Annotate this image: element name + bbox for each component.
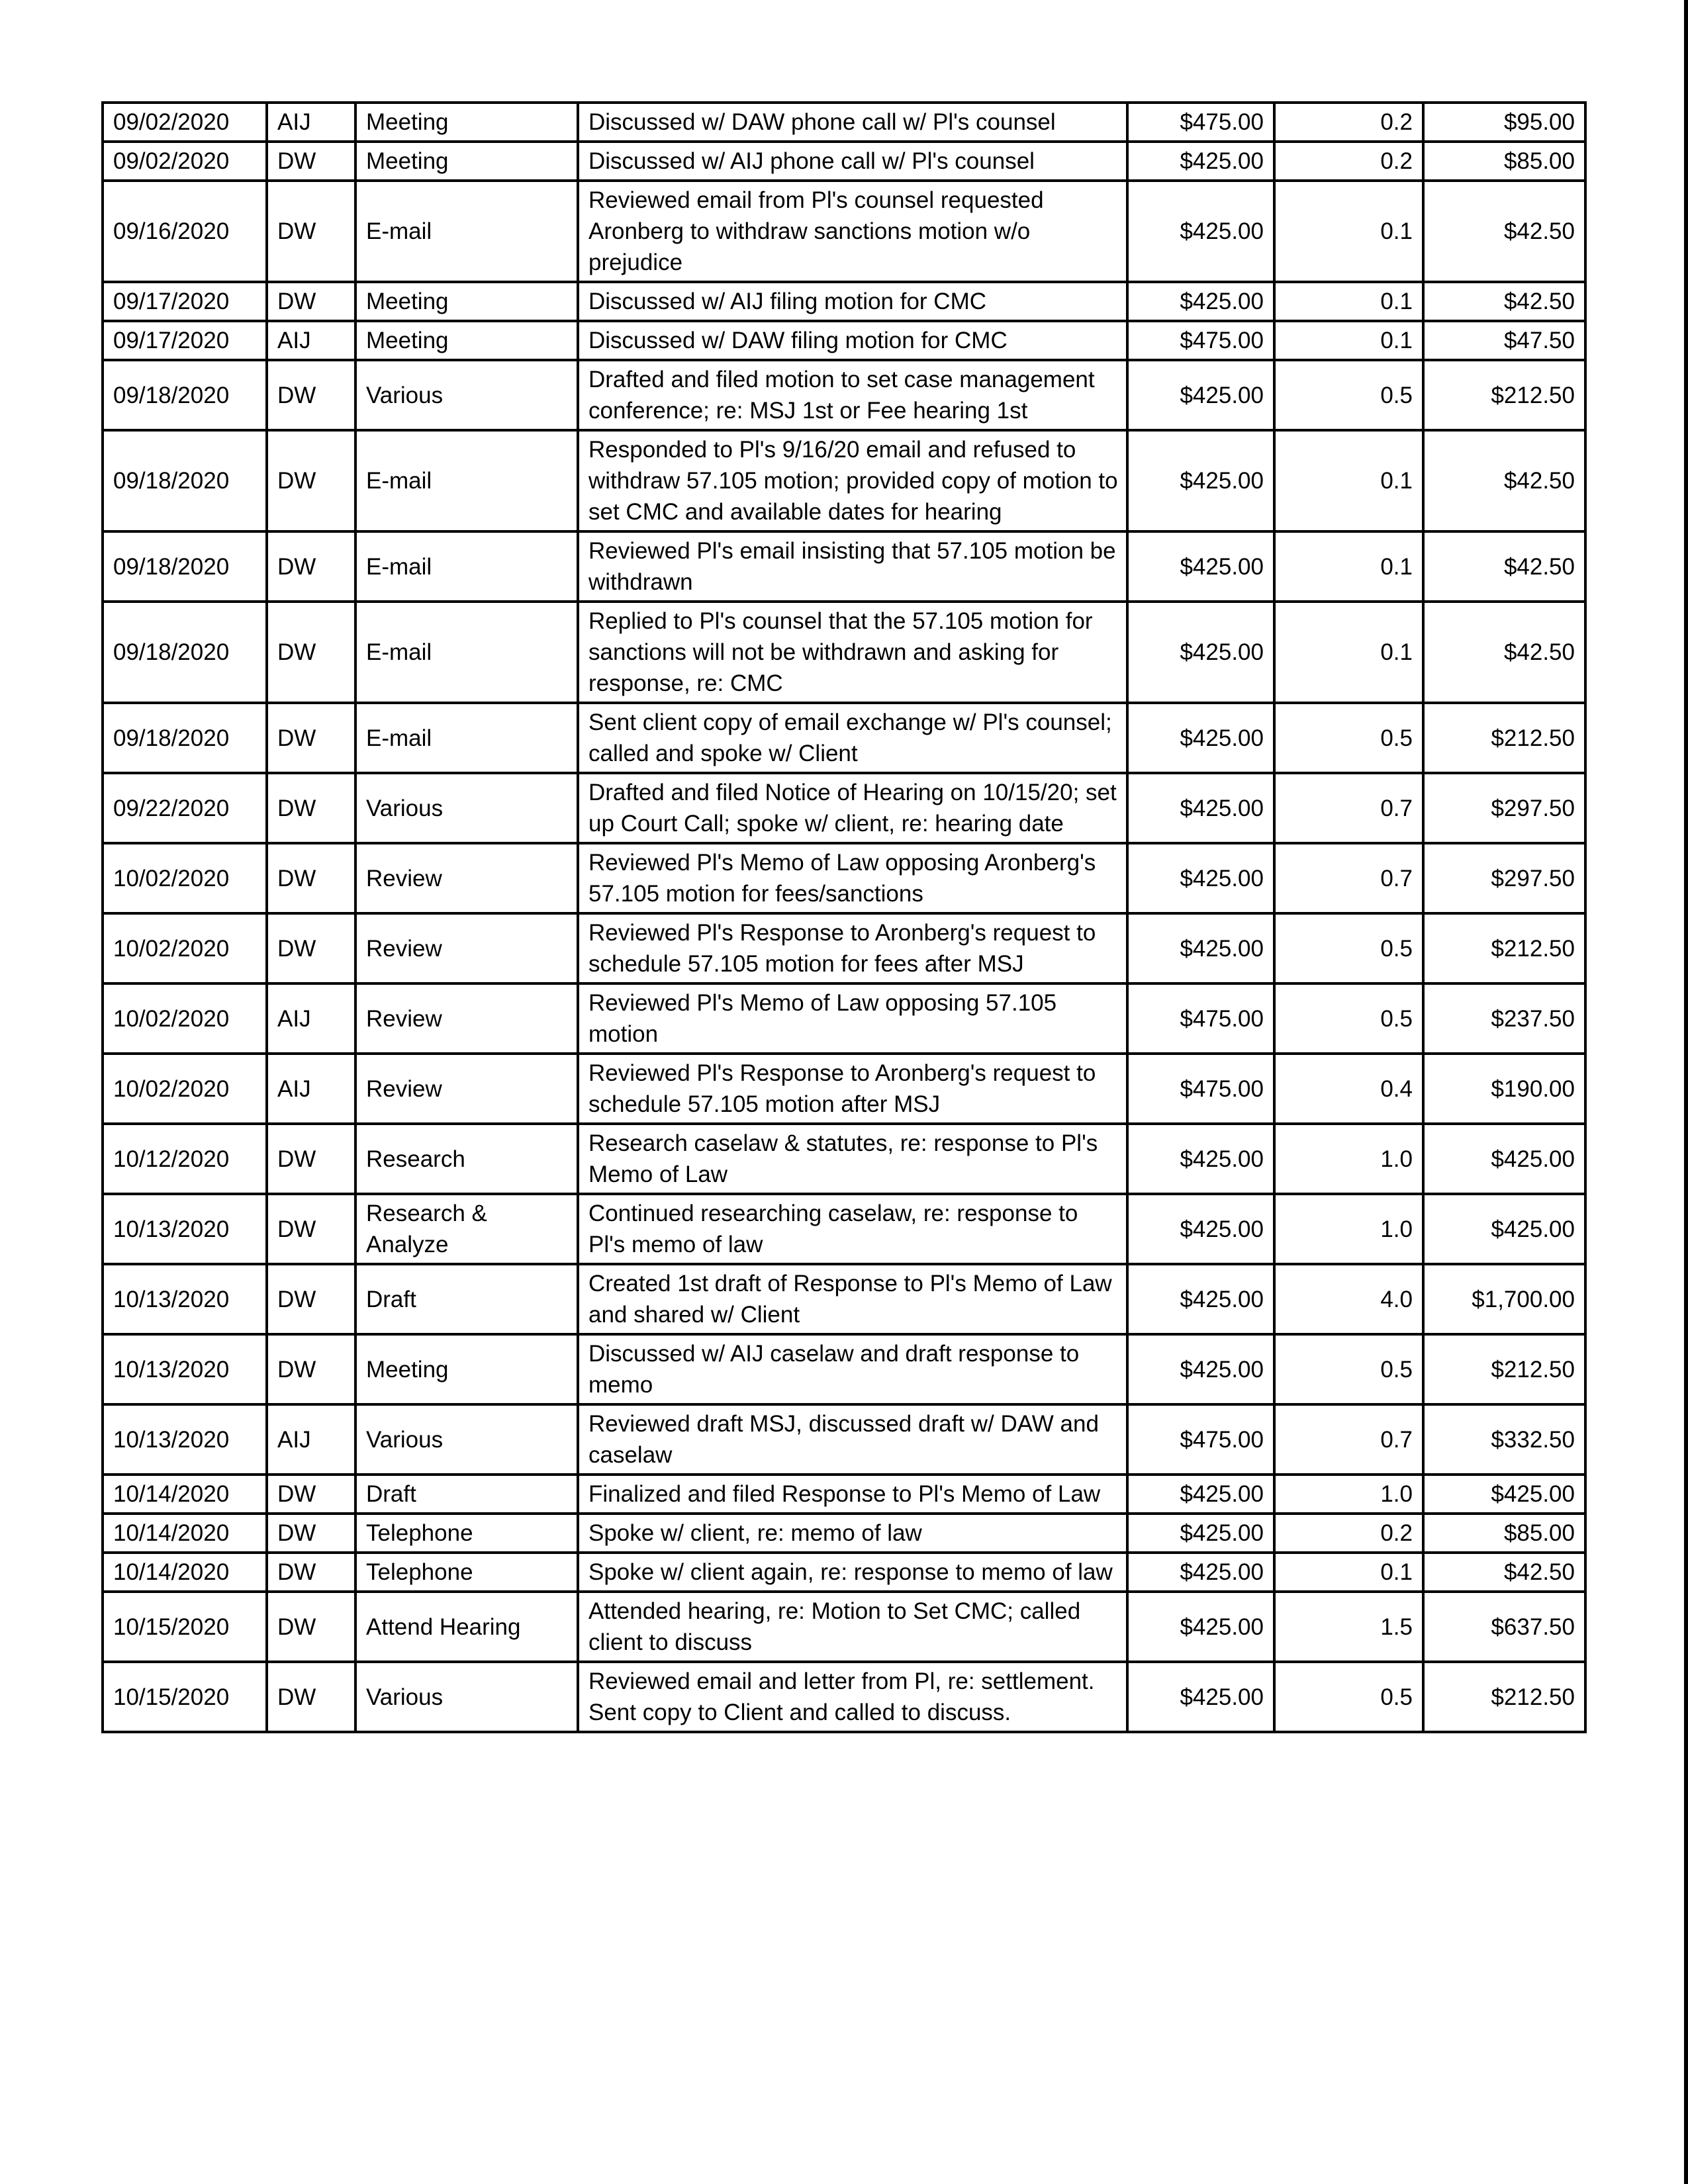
entry-date: 10/15/2020 bbox=[103, 1592, 267, 1662]
entry-rate: $425.00 bbox=[1127, 843, 1274, 913]
entry-type: Draft bbox=[355, 1264, 578, 1334]
entry-attorney: DW bbox=[267, 1194, 355, 1264]
table-row bbox=[103, 1124, 1585, 1194]
entry-description: Finalized and filed Response to Pl's Memo of Law bbox=[578, 1475, 1127, 1514]
entry-attorney: DW bbox=[267, 843, 355, 913]
entry-rate: $425.00 bbox=[1127, 1334, 1274, 1404]
entry-date: 10/02/2020 bbox=[103, 1054, 267, 1124]
entry-rate: $475.00 bbox=[1127, 103, 1274, 142]
entry-amount: $425.00 bbox=[1423, 1194, 1585, 1264]
entry-description: Attended hearing, re: Motion to Set CMC; called client to discuss bbox=[578, 1592, 1127, 1662]
entry-amount: $47.50 bbox=[1423, 321, 1585, 360]
page-edge-divider bbox=[1684, 0, 1688, 2184]
table-row bbox=[103, 181, 1585, 282]
entry-hours: 0.5 bbox=[1274, 1662, 1423, 1732]
entry-date: 10/14/2020 bbox=[103, 1475, 267, 1514]
table-row bbox=[103, 1592, 1585, 1662]
entry-rate: $425.00 bbox=[1127, 1662, 1274, 1732]
table-row bbox=[103, 1264, 1585, 1334]
entry-date: 10/02/2020 bbox=[103, 843, 267, 913]
entry-rate: $425.00 bbox=[1127, 1553, 1274, 1592]
entry-amount: $95.00 bbox=[1423, 103, 1585, 142]
table-row bbox=[103, 1334, 1585, 1404]
entry-description: Discussed w/ AIJ caselaw and draft response to memo bbox=[578, 1334, 1127, 1404]
entry-hours: 0.1 bbox=[1274, 1553, 1423, 1592]
entry-date: 09/18/2020 bbox=[103, 703, 267, 773]
table-row bbox=[103, 913, 1585, 983]
table-row bbox=[103, 103, 1585, 142]
entry-date: 10/13/2020 bbox=[103, 1194, 267, 1264]
billing-table-body bbox=[103, 103, 1585, 1732]
entry-hours: 0.1 bbox=[1274, 282, 1423, 321]
entry-type: Various bbox=[355, 1404, 578, 1475]
entry-amount: $237.50 bbox=[1423, 983, 1585, 1054]
table-row bbox=[103, 1054, 1585, 1124]
entry-type: Review bbox=[355, 1054, 578, 1124]
entry-type: Telephone bbox=[355, 1553, 578, 1592]
entry-description: Spoke w/ client again, re: response to memo of law bbox=[578, 1553, 1127, 1592]
entry-rate: $425.00 bbox=[1127, 1475, 1274, 1514]
entry-description: Discussed w/ DAW filing motion for CMC bbox=[578, 321, 1127, 360]
table-row bbox=[103, 1404, 1585, 1475]
entry-amount: $637.50 bbox=[1423, 1592, 1585, 1662]
entry-rate: $425.00 bbox=[1127, 360, 1274, 430]
table-row bbox=[103, 1475, 1585, 1514]
table-row bbox=[103, 773, 1585, 843]
entry-rate: $425.00 bbox=[1127, 773, 1274, 843]
entry-date: 09/18/2020 bbox=[103, 360, 267, 430]
entry-hours: 1.0 bbox=[1274, 1475, 1423, 1514]
entry-attorney: DW bbox=[267, 602, 355, 703]
entry-type: E-mail bbox=[355, 703, 578, 773]
entry-description: Discussed w/ AIJ filing motion for CMC bbox=[578, 282, 1127, 321]
entry-date: 09/17/2020 bbox=[103, 321, 267, 360]
entry-hours: 0.5 bbox=[1274, 703, 1423, 773]
table-row bbox=[103, 360, 1585, 430]
entry-attorney: DW bbox=[267, 913, 355, 983]
entry-hours: 0.4 bbox=[1274, 1054, 1423, 1124]
entry-description: Spoke w/ client, re: memo of law bbox=[578, 1514, 1127, 1553]
entry-attorney: AIJ bbox=[267, 1054, 355, 1124]
entry-attorney: DW bbox=[267, 1592, 355, 1662]
entry-description: Reviewed Pl's Response to Aronberg's request to schedule 57.105 motion for fees after MSJ bbox=[578, 913, 1127, 983]
entry-hours: 0.1 bbox=[1274, 602, 1423, 703]
entry-type: E-mail bbox=[355, 430, 578, 531]
entry-amount: $297.50 bbox=[1423, 843, 1585, 913]
entry-hours: 0.7 bbox=[1274, 773, 1423, 843]
entry-type: Meeting bbox=[355, 142, 578, 181]
entry-description: Discussed w/ DAW phone call w/ Pl's counsel bbox=[578, 103, 1127, 142]
entry-description: Reviewed Pl's email insisting that 57.105 motion be withdrawn bbox=[578, 531, 1127, 602]
entry-attorney: DW bbox=[267, 1475, 355, 1514]
entry-description: Replied to Pl's counsel that the 57.105 motion for sanctions will not be withdrawn and asking for response, re: CMC bbox=[578, 602, 1127, 703]
entry-hours: 0.5 bbox=[1274, 913, 1423, 983]
entry-type: Review bbox=[355, 983, 578, 1054]
table-row bbox=[103, 703, 1585, 773]
entry-type: E-mail bbox=[355, 531, 578, 602]
table-row bbox=[103, 282, 1585, 321]
entry-amount: $85.00 bbox=[1423, 1514, 1585, 1553]
entry-attorney: AIJ bbox=[267, 1404, 355, 1475]
entry-amount: $212.50 bbox=[1423, 360, 1585, 430]
entry-type: Research bbox=[355, 1124, 578, 1194]
entry-rate: $475.00 bbox=[1127, 1404, 1274, 1475]
entry-type: Draft bbox=[355, 1475, 578, 1514]
entry-amount: $1,700.00 bbox=[1423, 1264, 1585, 1334]
entry-description: Reviewed email from Pl's counsel requested Aronberg to withdraw sanctions motion w/o prejudice bbox=[578, 181, 1127, 282]
entry-hours: 0.5 bbox=[1274, 983, 1423, 1054]
table-row bbox=[103, 321, 1585, 360]
entry-amount: $42.50 bbox=[1423, 282, 1585, 321]
entry-rate: $475.00 bbox=[1127, 983, 1274, 1054]
entry-hours: 0.1 bbox=[1274, 321, 1423, 360]
entry-rate: $425.00 bbox=[1127, 1514, 1274, 1553]
entry-amount: $190.00 bbox=[1423, 1054, 1585, 1124]
entry-amount: $42.50 bbox=[1423, 181, 1585, 282]
entry-date: 09/16/2020 bbox=[103, 181, 267, 282]
entry-amount: $212.50 bbox=[1423, 913, 1585, 983]
entry-type: Review bbox=[355, 843, 578, 913]
billing-entries-table bbox=[101, 101, 1587, 1733]
entry-date: 10/15/2020 bbox=[103, 1662, 267, 1732]
entry-description: Reviewed Pl's Memo of Law opposing Aronberg's 57.105 motion for fees/sanctions bbox=[578, 843, 1127, 913]
entry-attorney: DW bbox=[267, 1662, 355, 1732]
entry-type: Meeting bbox=[355, 103, 578, 142]
entry-description: Research caselaw & statutes, re: response to Pl's Memo of Law bbox=[578, 1124, 1127, 1194]
entry-date: 10/13/2020 bbox=[103, 1404, 267, 1475]
entry-description: Discussed w/ AIJ phone call w/ Pl's counsel bbox=[578, 142, 1127, 181]
entry-description: Reviewed draft MSJ, discussed draft w/ DAW and caselaw bbox=[578, 1404, 1127, 1475]
entry-amount: $212.50 bbox=[1423, 1662, 1585, 1732]
entry-type: Various bbox=[355, 773, 578, 843]
entry-amount: $42.50 bbox=[1423, 602, 1585, 703]
entry-attorney: DW bbox=[267, 142, 355, 181]
entry-hours: 0.5 bbox=[1274, 1334, 1423, 1404]
table-row bbox=[103, 142, 1585, 181]
entry-rate: $425.00 bbox=[1127, 531, 1274, 602]
table-row bbox=[103, 1662, 1585, 1732]
entry-date: 10/02/2020 bbox=[103, 913, 267, 983]
entry-hours: 1.0 bbox=[1274, 1194, 1423, 1264]
entry-type: Telephone bbox=[355, 1514, 578, 1553]
entry-rate: $425.00 bbox=[1127, 1124, 1274, 1194]
entry-rate: $425.00 bbox=[1127, 703, 1274, 773]
entry-type: Review bbox=[355, 913, 578, 983]
entry-amount: $212.50 bbox=[1423, 703, 1585, 773]
entry-hours: 0.7 bbox=[1274, 1404, 1423, 1475]
entry-type: Various bbox=[355, 1662, 578, 1732]
entry-rate: $425.00 bbox=[1127, 1592, 1274, 1662]
entry-amount: $42.50 bbox=[1423, 1553, 1585, 1592]
table-row bbox=[103, 1514, 1585, 1553]
entry-date: 09/22/2020 bbox=[103, 773, 267, 843]
entry-amount: $212.50 bbox=[1423, 1334, 1585, 1404]
entry-hours: 0.1 bbox=[1274, 181, 1423, 282]
entry-type: Attend Hearing bbox=[355, 1592, 578, 1662]
entry-description: Sent client copy of email exchange w/ Pl's counsel; called and spoke w/ Client bbox=[578, 703, 1127, 773]
entry-attorney: AIJ bbox=[267, 321, 355, 360]
entry-description: Reviewed Pl's Response to Aronberg's request to schedule 57.105 motion after MSJ bbox=[578, 1054, 1127, 1124]
entry-rate: $425.00 bbox=[1127, 181, 1274, 282]
entry-attorney: DW bbox=[267, 1553, 355, 1592]
entry-attorney: DW bbox=[267, 773, 355, 843]
entry-type: E-mail bbox=[355, 181, 578, 282]
entry-attorney: DW bbox=[267, 1264, 355, 1334]
table-row bbox=[103, 531, 1585, 602]
table-row bbox=[103, 843, 1585, 913]
entry-date: 09/17/2020 bbox=[103, 282, 267, 321]
entry-amount: $42.50 bbox=[1423, 430, 1585, 531]
entry-date: 09/18/2020 bbox=[103, 430, 267, 531]
entry-rate: $425.00 bbox=[1127, 602, 1274, 703]
entry-hours: 0.7 bbox=[1274, 843, 1423, 913]
entry-rate: $425.00 bbox=[1127, 282, 1274, 321]
table-row bbox=[103, 1553, 1585, 1592]
entry-date: 10/14/2020 bbox=[103, 1553, 267, 1592]
entry-hours: 0.1 bbox=[1274, 531, 1423, 602]
entry-attorney: DW bbox=[267, 181, 355, 282]
entry-description: Drafted and filed Notice of Hearing on 10/15/20; set up Court Call; spoke w/ client, re: hearing date bbox=[578, 773, 1127, 843]
entry-amount: $42.50 bbox=[1423, 531, 1585, 602]
entry-type: Meeting bbox=[355, 321, 578, 360]
entry-date: 10/13/2020 bbox=[103, 1334, 267, 1404]
entry-date: 10/14/2020 bbox=[103, 1514, 267, 1553]
entry-attorney: DW bbox=[267, 1334, 355, 1404]
entry-type: Research & Analyze bbox=[355, 1194, 578, 1264]
entry-rate: $425.00 bbox=[1127, 1194, 1274, 1264]
entry-hours: 0.2 bbox=[1274, 103, 1423, 142]
entry-amount: $425.00 bbox=[1423, 1475, 1585, 1514]
entry-attorney: AIJ bbox=[267, 103, 355, 142]
entry-attorney: DW bbox=[267, 360, 355, 430]
entry-description: Continued researching caselaw, re: response to Pl's memo of law bbox=[578, 1194, 1127, 1264]
entry-date: 09/02/2020 bbox=[103, 103, 267, 142]
entry-attorney: DW bbox=[267, 1514, 355, 1553]
entry-type: Meeting bbox=[355, 282, 578, 321]
entry-attorney: DW bbox=[267, 531, 355, 602]
entry-attorney: DW bbox=[267, 282, 355, 321]
entry-rate: $425.00 bbox=[1127, 1264, 1274, 1334]
entry-date: 10/13/2020 bbox=[103, 1264, 267, 1334]
entry-hours: 0.5 bbox=[1274, 360, 1423, 430]
entry-date: 10/02/2020 bbox=[103, 983, 267, 1054]
entry-amount: $425.00 bbox=[1423, 1124, 1585, 1194]
entry-hours: 0.1 bbox=[1274, 430, 1423, 531]
entry-description: Created 1st draft of Response to Pl's Memo of Law and shared w/ Client bbox=[578, 1264, 1127, 1334]
table-row bbox=[103, 983, 1585, 1054]
entry-attorney: DW bbox=[267, 1124, 355, 1194]
entry-hours: 1.0 bbox=[1274, 1124, 1423, 1194]
entry-amount: $85.00 bbox=[1423, 142, 1585, 181]
entry-attorney: DW bbox=[267, 430, 355, 531]
entry-rate: $475.00 bbox=[1127, 321, 1274, 360]
entry-type: Meeting bbox=[355, 1334, 578, 1404]
entry-hours: 4.0 bbox=[1274, 1264, 1423, 1334]
table-row bbox=[103, 430, 1585, 531]
entry-description: Drafted and filed motion to set case management conference; re: MSJ 1st or Fee hearing 1st bbox=[578, 360, 1127, 430]
entry-hours: 0.2 bbox=[1274, 142, 1423, 181]
entry-date: 09/18/2020 bbox=[103, 531, 267, 602]
entry-rate: $425.00 bbox=[1127, 430, 1274, 531]
entry-hours: 0.2 bbox=[1274, 1514, 1423, 1553]
entry-hours: 1.5 bbox=[1274, 1592, 1423, 1662]
entry-rate: $425.00 bbox=[1127, 913, 1274, 983]
entry-type: E-mail bbox=[355, 602, 578, 703]
entry-description: Reviewed Pl's Memo of Law opposing 57.105 motion bbox=[578, 983, 1127, 1054]
entry-amount: $297.50 bbox=[1423, 773, 1585, 843]
entry-description: Responded to Pl's 9/16/20 email and refused to withdraw 57.105 motion; provided copy of motion to set CMC and available dates for hearing bbox=[578, 430, 1127, 531]
entry-date: 10/12/2020 bbox=[103, 1124, 267, 1194]
table-row bbox=[103, 602, 1585, 703]
entry-rate: $475.00 bbox=[1127, 1054, 1274, 1124]
entry-rate: $425.00 bbox=[1127, 142, 1274, 181]
entry-type: Various bbox=[355, 360, 578, 430]
entry-amount: $332.50 bbox=[1423, 1404, 1585, 1475]
entry-date: 09/18/2020 bbox=[103, 602, 267, 703]
entry-attorney: AIJ bbox=[267, 983, 355, 1054]
entry-date: 09/02/2020 bbox=[103, 142, 267, 181]
entry-description: Reviewed email and letter from Pl, re: settlement. Sent copy to Client and called to discuss. bbox=[578, 1662, 1127, 1732]
entry-attorney: DW bbox=[267, 703, 355, 773]
table-row bbox=[103, 1194, 1585, 1264]
